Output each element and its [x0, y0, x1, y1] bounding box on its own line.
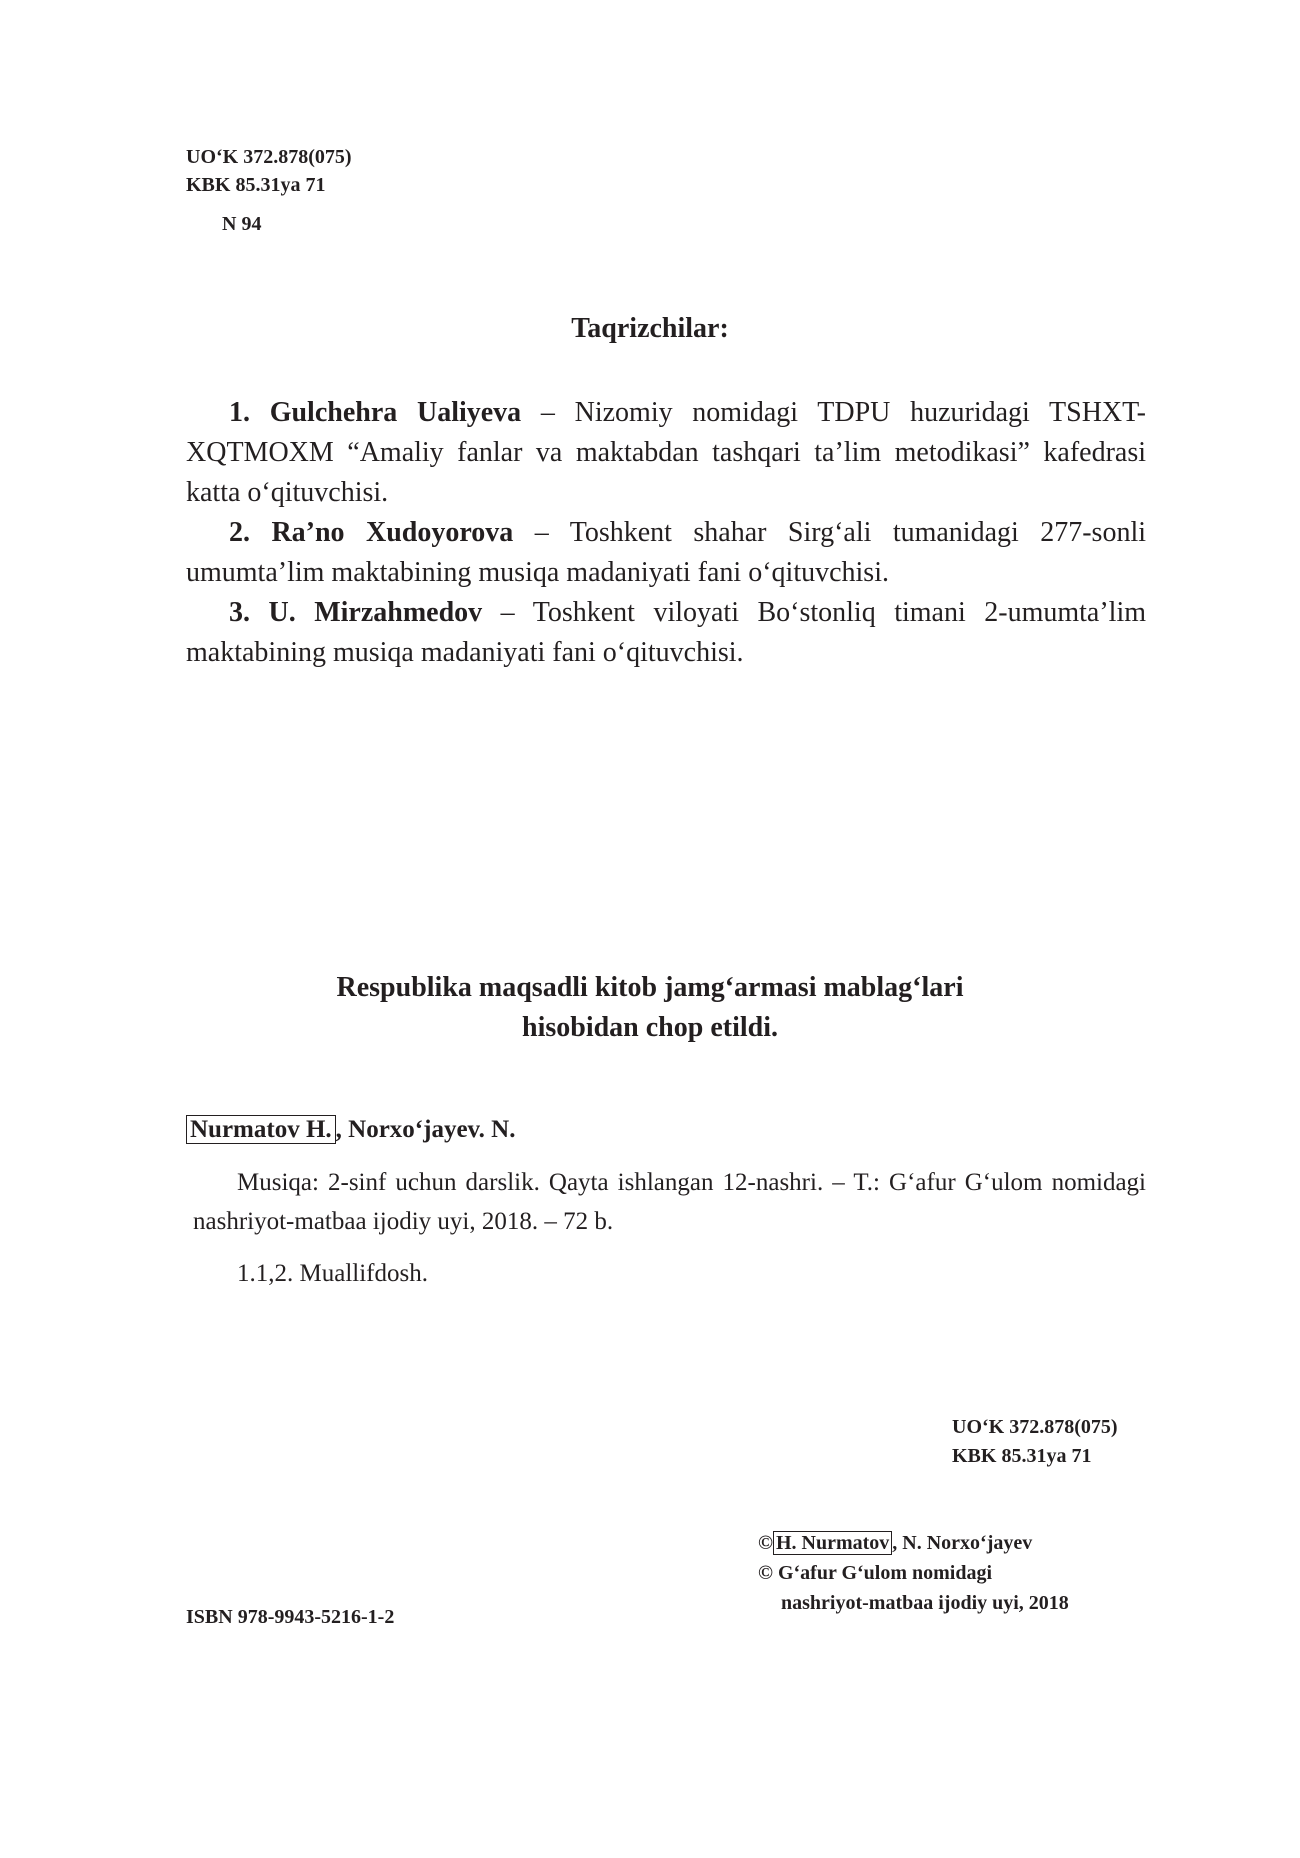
coauthor-note: 1.1,2. Muallifdosh.: [237, 1260, 428, 1287]
other-authors: , N. Norxo‘jayev: [892, 1532, 1033, 1554]
copyright-authors: [758, 1529, 1032, 1557]
reviewer-dash: –: [513, 517, 570, 548]
reviewer-dash: –: [521, 397, 575, 428]
funding-line-2: hisobidan chop etildi.: [522, 1012, 778, 1043]
udc-index-top: UO‘K 372.878(075): [186, 146, 352, 168]
reviewer-item: [186, 513, 1146, 593]
reviewer-item: [186, 393, 1146, 513]
copyright-publisher-line-1: © G‘afur G‘ulom nomidagi: [758, 1562, 993, 1584]
reviewer-description: Toshkent shahar Sirg‘ali tumanidagi 277-sonli umumta’lim maktabining musiqa madaniyati fani o‘qituvchisi.: [186, 517, 1147, 588]
boxed-author: Nurmatov H.: [186, 1115, 336, 1144]
boxed-author: H. Nurmatov: [773, 1531, 892, 1555]
reviewers-heading: Taqrizchilar:: [571, 313, 729, 344]
copyright-symbol: ©: [758, 1532, 773, 1554]
reviewers-list: [186, 393, 1146, 673]
copyright-publisher-line-2: nashriyot-matbaa ijodiy uyi, 2018: [781, 1592, 1069, 1614]
udc-index-bottom: UO‘K 372.878(075): [952, 1416, 1118, 1438]
reviewer-item: [186, 593, 1146, 673]
funding-note: [0, 968, 1300, 1048]
funding-line-1: Respublika maqsadli kitob jamg‘armasi mablag‘lari: [336, 972, 964, 1003]
reviewer-dash: –: [482, 597, 533, 628]
reviewer-name: 1. Gulchehra Ualiyeva: [229, 397, 522, 428]
reviewer-description: Toshkent viloyati Bo‘stonliq timani 2-umumta’lim maktabining musiqa madaniyati fani o‘qituvchisi.: [186, 597, 1147, 668]
isbn: ISBN 978-9943-5216-1-2: [186, 1606, 395, 1628]
reviewer-description: Nizomiy nomidagi TDPU huzuridagi TSHXT-XQTMOXM “Amaliy fanlar va maktabdan tashqari ta’lim metodikasi” kafedrasi katta o‘qituvchisi.: [186, 397, 1147, 508]
bbk-index-bottom: KBK 85.31ya 71: [952, 1445, 1092, 1467]
bbk-index-top: KBK 85.31ya 71: [186, 174, 326, 196]
reviewer-name: 2. Ra’no Xudoyorova: [229, 517, 514, 548]
record-description-text: Musiqa: 2-sinf uchun darslik. Qayta ishlangan 12-nashri. – T.: G‘afur G‘ulom nomidagi nashriyot-matbaa ijodiy uyi, 2018. – 72 b.: [193, 1169, 1146, 1235]
reviewer-name: 3. U. Mirzahmedov: [229, 597, 483, 628]
record-description: [193, 1163, 1146, 1241]
author-mark: N 94: [222, 213, 262, 235]
other-authors: , Norxo‘jayev. N.: [335, 1116, 516, 1143]
record-authors: [186, 1113, 515, 1147]
